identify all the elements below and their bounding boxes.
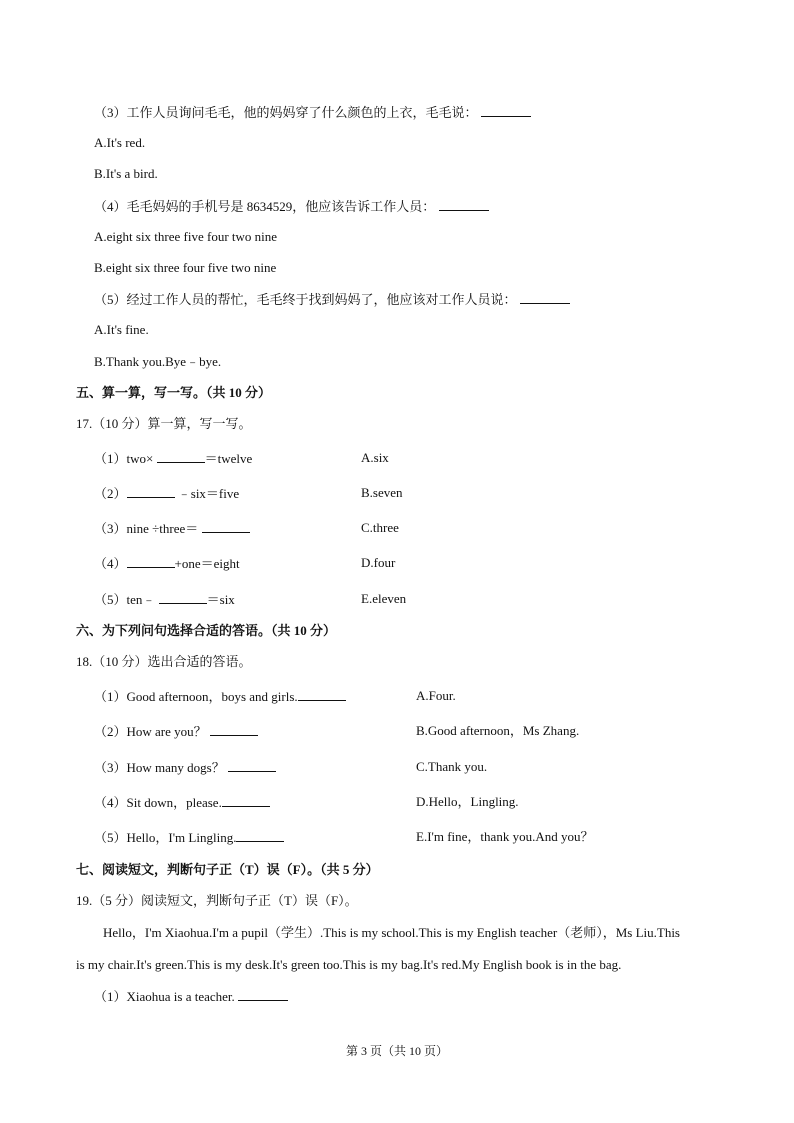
q17-row-2: （2） ﹣six＝five — [94, 486, 240, 501]
q17-title: 17.（10 分）算一算，写一写。 — [76, 416, 252, 431]
q16-sub3-option-b: B.It's a bird. — [94, 166, 158, 181]
q16-sub5-option-b: B.Thank you.Bye﹣bye. — [94, 354, 222, 369]
q16-sub3-option-a: A.It's red. — [94, 135, 146, 150]
answer-blank[interactable] — [481, 104, 531, 117]
answer-blank[interactable] — [202, 520, 250, 533]
q17-row-3: （3）nine ÷three＝ — [94, 520, 250, 537]
q18-row-5: （5）Hello，I'm Lingling. — [94, 829, 284, 846]
q18-row-2: （2）How are you？ — [94, 723, 258, 740]
q18-option-b: B.Good afternoon，Ms Zhang. — [416, 723, 580, 738]
answer-blank[interactable] — [298, 688, 346, 701]
q16-sub5-question: （5）经过工作人员的帮忙，毛毛终于找到妈妈了，他应该对工作人员说： — [94, 291, 570, 308]
q17-option-d: D.four — [361, 555, 396, 570]
passage-line-2: is my chair.It's green.This is my desk.It's green too.This is my bag.It's red.My English book is in the bag. — [76, 957, 622, 972]
q17-option-a: A.six — [361, 450, 389, 465]
q16-sub4-option-b: B.eight six three four five two nine — [94, 260, 277, 275]
q16-sub4-option-a: A.eight six three five four two nine — [94, 229, 278, 244]
q18-option-d: D.Hello，Lingling. — [416, 794, 519, 809]
q16-sub4-question: （4）毛毛妈妈的手机号是 8634529，他应该告诉工作人员： — [94, 198, 489, 215]
answer-blank[interactable] — [157, 450, 205, 463]
q18-row-4: （4）Sit down，please. — [94, 794, 270, 811]
q18-row-3: （3）How many dogs？ — [94, 759, 276, 776]
q17-option-e: E.eleven — [361, 591, 407, 606]
answer-blank[interactable] — [127, 555, 175, 568]
answer-blank[interactable] — [222, 794, 270, 807]
section6-heading: 六、为下列问句选择合适的答语。（共 10 分） — [76, 623, 337, 638]
q19-sub1: （1）Xiaohua is a teacher. — [94, 988, 288, 1005]
answer-blank[interactable] — [520, 291, 570, 304]
q17-option-c: C.three — [361, 520, 399, 535]
q18-title: 18.（10 分）选出合适的答语。 — [76, 654, 252, 669]
q18-row-1: （1）Good afternoon，boys and girls. — [94, 688, 346, 705]
q16-sub5-option-a: A.It's fine. — [94, 322, 149, 337]
answer-blank[interactable] — [439, 198, 489, 211]
answer-blank[interactable] — [159, 591, 207, 604]
section7-heading: 七、阅读短文，判断句子正（T）误（F）。（共 5 分） — [76, 862, 379, 877]
answer-blank[interactable] — [127, 485, 175, 498]
q18-option-a: A.Four. — [416, 688, 456, 703]
q19-title: 19.（5 分）阅读短文，判断句子正（T）误（F）。 — [76, 893, 358, 908]
q17-row-5: （5）ten﹣ ＝six — [94, 592, 235, 607]
section5-heading: 五、算一算，写一写。（共 10 分） — [76, 385, 272, 400]
answer-blank[interactable] — [238, 988, 288, 1001]
passage-line-1: Hello，I'm Xiaohua.I'm a pupil（学生）.This is my school.This is my English teacher（老师），Ms Liu.This — [103, 925, 680, 940]
q17-row-1: （1）two× ＝twelve — [94, 451, 253, 466]
page-footer: 第 3 页（共 10 页） — [345, 1044, 448, 1058]
q17-option-b: B.seven — [361, 485, 403, 500]
q16-sub3-question: （3）工作人员询问毛毛，他的妈妈穿了什么颜色的上衣，毛毛说： — [94, 104, 531, 121]
answer-blank[interactable] — [210, 723, 258, 736]
answer-blank[interactable] — [228, 759, 276, 772]
answer-blank[interactable] — [236, 829, 284, 842]
q18-option-c: C.Thank you. — [416, 759, 488, 774]
q17-row-4: （4） +one＝eight — [94, 556, 240, 571]
q18-option-e: E.I'm fine，thank you.And you？ — [416, 829, 594, 844]
